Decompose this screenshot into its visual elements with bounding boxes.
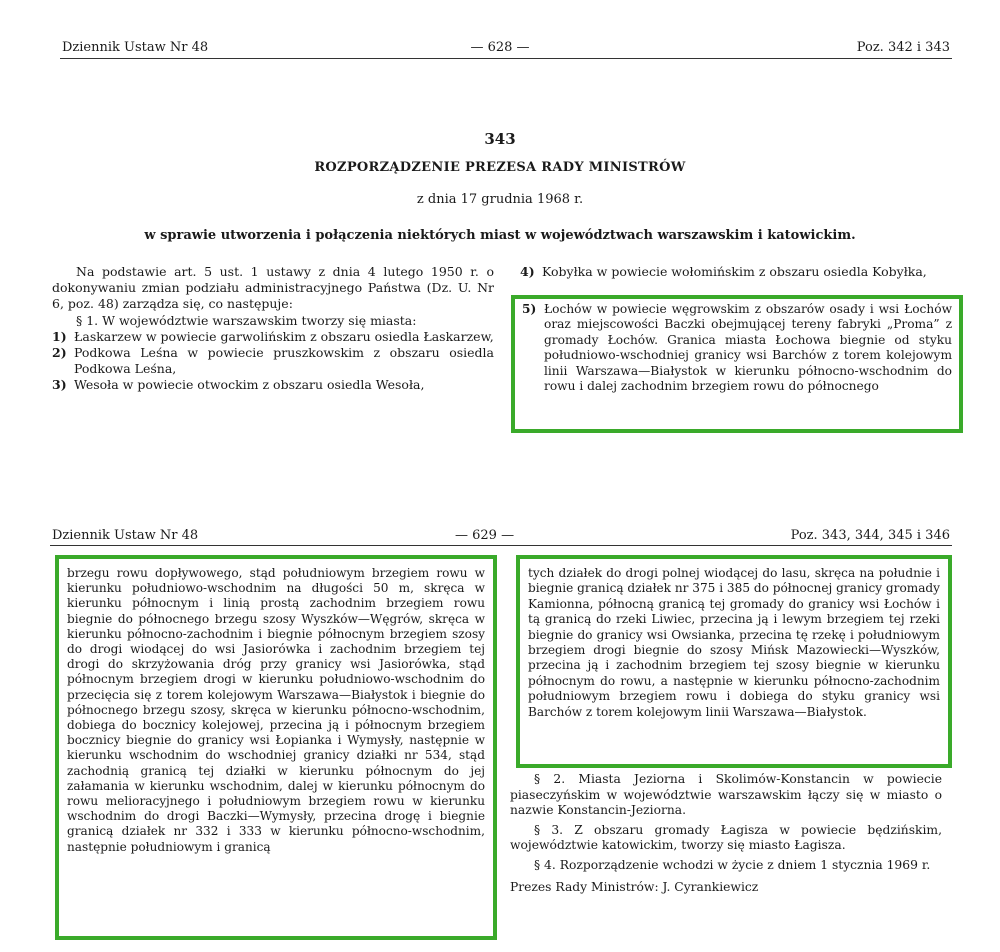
regulation-subject: w sprawie utworzenia i połączenia niektórych miast w województwach warszawskim i katowickim. (144, 228, 856, 243)
list-item-number: 2) (52, 345, 67, 361)
list-item-number: 1) (52, 328, 67, 344)
section-4-paragraph: § 4. Rozporządzenie wchodzi w życie z dniem 1 stycznia 1969 r. (534, 857, 931, 872)
page2-header-rule (50, 545, 952, 546)
page2-left-column (67, 566, 485, 855)
list-item (52, 377, 494, 393)
boundary-continuation-paragraph: tych działek do drogi polnej wiodącej do lasu, skręca na południe i biegnie granicą działek nr 375 i 385 do północnej granicy gromady Kamionna, północną granicą tej gromady do granicy wsi Łochów i tą granicą do rzeki Liwiec, przecina ją i lewym brzegiem tej rzeki biegnie do granicy wsi Owsianka, przecina tę rzekę i południowym brzegiem drogi biegnie do szosy Mińsk Mazowiecki—Wyszków, przecina ją i zachodnim brzegiem tej szosy biegnie w kierunku północnym do rowu, a następnie w kierunku północno-zachodnim południowym brzegiem rowu i dobiega do styku granicy wsi Barchów z torem kolejowym linii Warszawa—Białystok. (528, 566, 940, 719)
page2-running-header-left: Dziennik Ustaw Nr 48 (52, 528, 199, 543)
page2-running-header-right: Poz. 343, 344, 345 i 346 (790, 528, 950, 543)
page1-running-header-right: Poz. 342 i 343 (856, 40, 950, 55)
list-item (52, 345, 494, 377)
page2-page-number: — 629 — (455, 528, 515, 543)
list-item-text: Podkowa Leśna w powiecie pruszkowskim z obszaru osiedla Podkowa Leśna, (74, 345, 494, 377)
list-item (520, 264, 950, 280)
page2-right-sections (510, 772, 942, 895)
page2-right-continuation (528, 566, 940, 720)
preamble-paragraph: Na podstawie art. 5 ust. 1 ustawy z dnia 4 lutego 1950 r. o dokonywaniu zmian podziału administracyjnego Państwa (Dz. U. Nr 6, poz. 48) zarządza się, co następuje: (52, 264, 494, 312)
section-1-heading: § 1. W województwie warszawskim tworzy się miasta: (76, 312, 417, 328)
list-item-text: Wesoła w powiecie otwockim z obszaru osiedla Wesoła, (74, 377, 425, 393)
list-item-text: Łochów w powiecie węgrowskim z obszarów osady i wsi Łochów oraz miejscowości Baczki obejmującej tereny fabryki „Proma” z gromady Łochów. Granica miasta Łochowa biegnie od styku południowo-wschodniej granicy wsi Barchów z torem kolejowym linii Warszawa—Białystok w kierunku północno-wschodnim do rowu i dalej zachodnim brzegiem rowu do północnego (544, 302, 952, 394)
list-item-number: 4) (520, 264, 535, 279)
section-2-paragraph: § 2. Miasta Jeziorna i Skolimów-Konstancin w powiecie piaseczyńskim w województwie warszawskim łączy się w miasto o nazwie Konstancin-Jeziorna. (510, 772, 942, 818)
regulation-date: z dnia 17 grudnia 1968 r. (416, 192, 584, 207)
list-item-text: Kobyłka w powiecie wołomińskim z obszaru osiedla Kobyłka, (542, 264, 927, 279)
list-item-number: 3) (52, 377, 67, 393)
page1-running-header-left: Dziennik Ustaw Nr 48 (62, 40, 209, 55)
boundary-description-paragraph: brzegu rowu dopływowego, stąd południowym brzegiem rowu w kierunku południowo-wschodnim na długości 50 m, skręca w kierunku północnym i linią prostą zachodnim brzegiem rowu biegnie do północnego brzegu szosy Wyszków—Węgrów, skręca w kierunku północno-zachodnim i biegnie północnym brzegiem szosy do drogi wiodącej do wsi Jasiorówka i zachodnim brzegiem tej drogi do skrzyżowania dróg przy granicy wsi Jasiorówka, stąd północnym brzegiem drogi w kierunku południowo-wschodnim do przecięcia się z torem kolejowym Warszawa—Białystok i biegnie do północnego brzegu szosy, skręca w kierunku północno-wschodnim, dobiega do bocznicy kolejowej, przecina ją i północnym brzegiem bocznicy biegnie do granicy wsi Łopianka i Wymysły, następnie w kierunku wschodnim do wschodniej granicy działki nr 534, stąd zachodnią granicą tej działki w kierunku północnym do jej załamania w kierunku wschodnim, dalej w kierunku północnym do rowu melioracyjnego i południowym brzegiem rowu w kierunku wschodnim do drogi Baczki—Wymysły, przecina drogę i biegnie granicą działek nr 332 i 333 w kierunku północno-wschodnim, następnie południowym i granicą (67, 566, 485, 854)
regulation-title: ROZPORZĄDZENIE PREZESA RADY MINISTRÓW (314, 160, 686, 175)
regulation-number: 343 (484, 130, 516, 148)
signature-line: Prezes Rady Ministrów: J. Cyrankiewicz (510, 879, 759, 894)
lochow-item-text-block (522, 302, 952, 394)
list-item-number: 5) (522, 302, 537, 316)
page1-left-column (52, 264, 494, 394)
page1-right-column (520, 264, 950, 280)
page1-header-rule (60, 58, 952, 59)
page1-page-number: — 628 — (470, 40, 530, 55)
list-item-text: Łaskarzew w powiecie garwolińskim z obszaru osiedla Łaskarzew, (74, 328, 494, 344)
section-3-paragraph: § 3. Z obszaru gromady Łagisza w powiecie będzińskim, województwie katowickim, tworzy się miasto Łagisza. (510, 822, 942, 853)
list-item (522, 302, 952, 394)
list-item (52, 329, 494, 345)
